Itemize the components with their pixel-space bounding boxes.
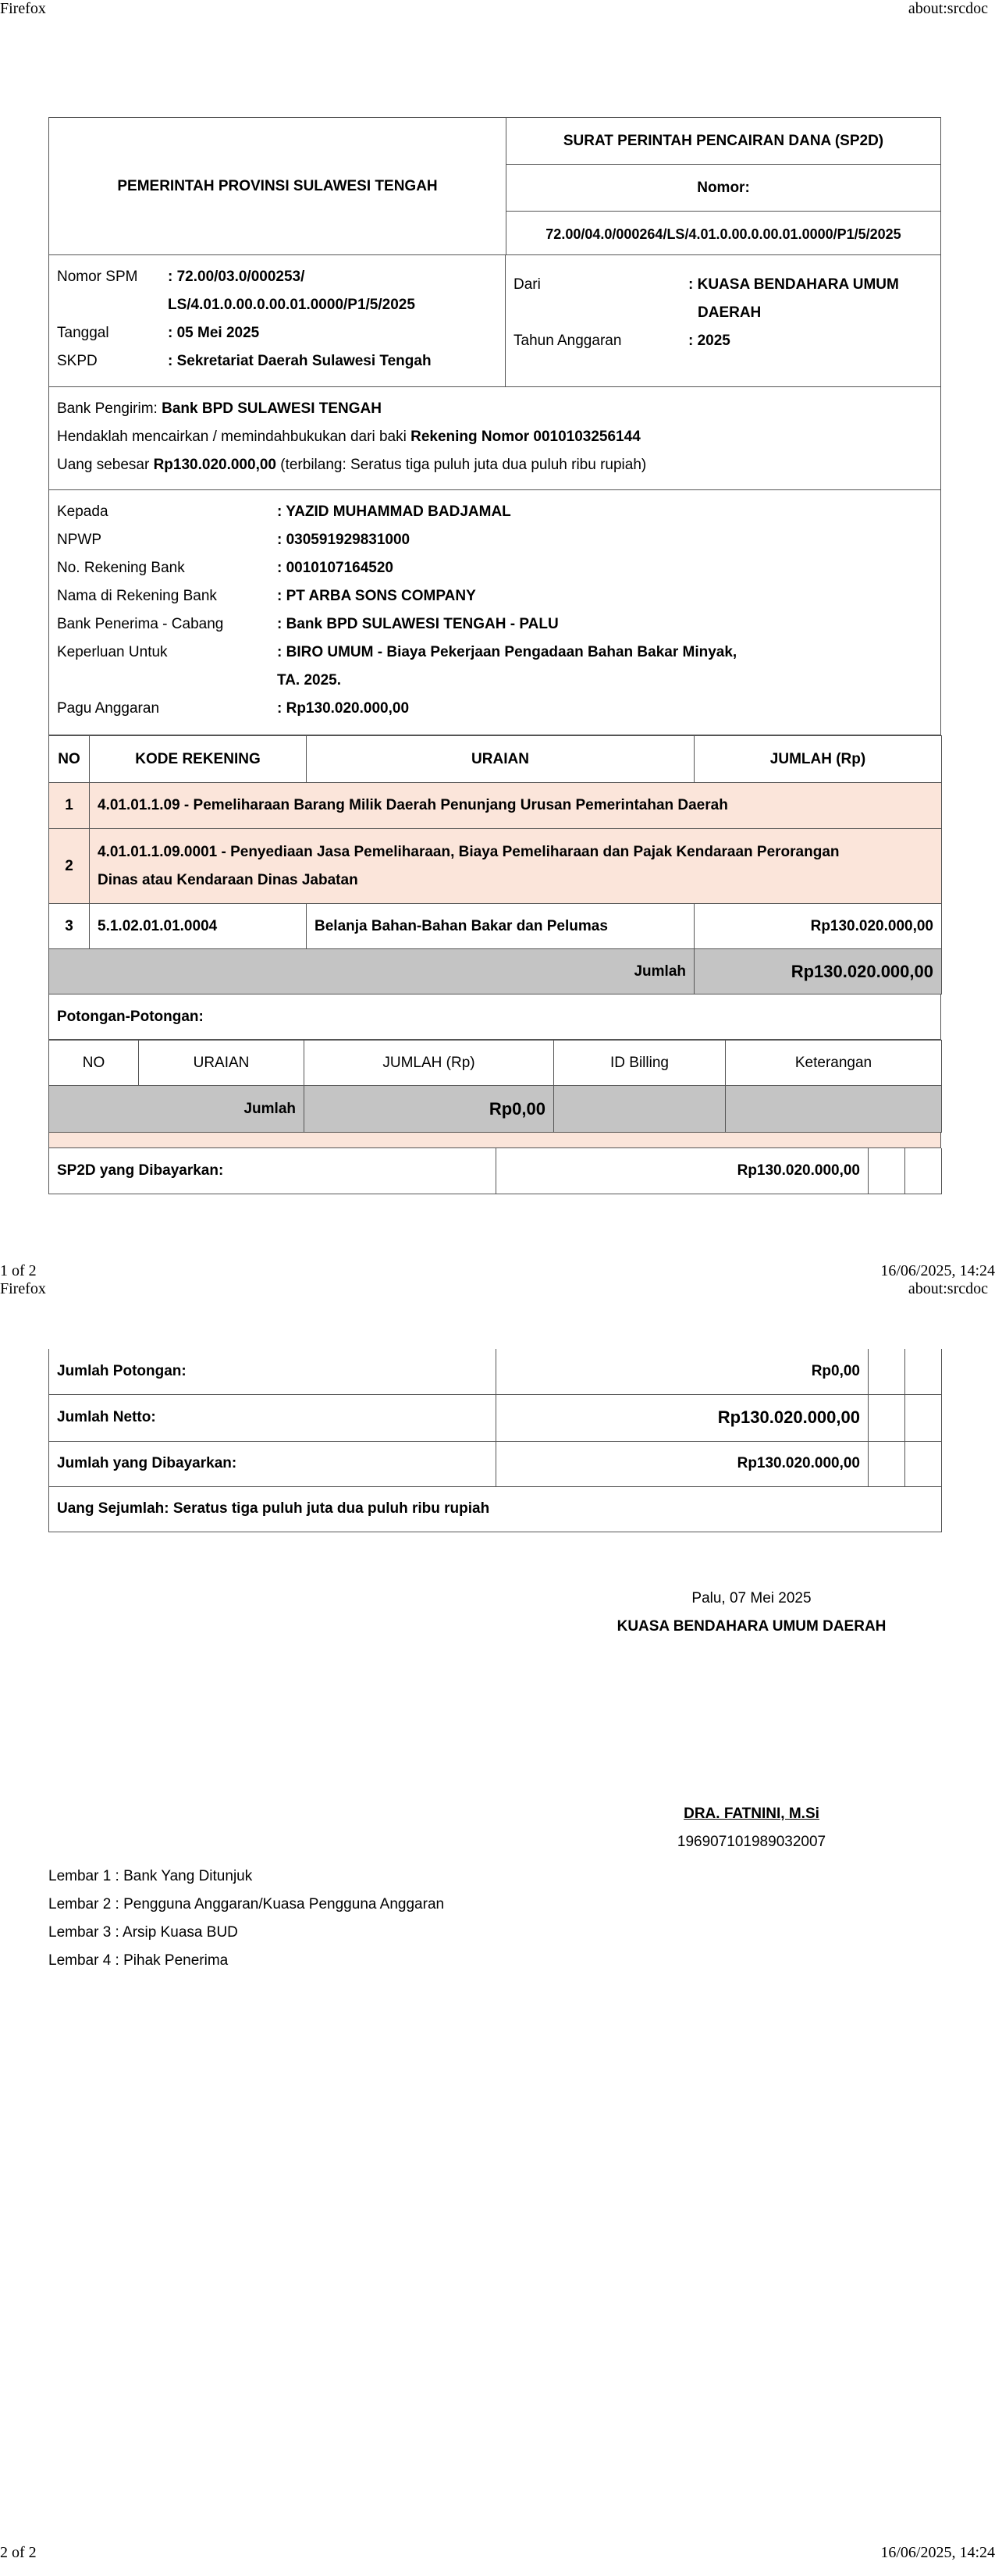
total-value: Rp130.020.000,00	[695, 949, 942, 994]
tanggal-value: : 05 Mei 2025	[168, 325, 260, 341]
government-cell	[49, 118, 506, 254]
recipient-value: : Rp130.020.000,00	[277, 700, 410, 717]
summary-table	[48, 1148, 942, 1194]
column-header: URAIAN	[139, 1041, 304, 1086]
sign-place-date: Palu, 07 Mei 2025	[691, 1590, 812, 1606]
browser-name: Firefox	[0, 0, 46, 17]
spm-right	[506, 255, 940, 386]
table-row	[49, 829, 942, 904]
recipient-label: Keperluan Untuk	[57, 644, 168, 660]
tahun-value: : 2025	[688, 333, 730, 349]
bank-instruction	[48, 387, 941, 490]
table-header-row	[49, 736, 942, 783]
print-timestamp: 16/06/2025, 14:24	[880, 2544, 995, 2561]
document-title: SURAT PERINTAH PENCAIRAN DANA (SP2D)	[506, 118, 940, 165]
row-number: 1	[49, 783, 90, 829]
rekening-program: 4.01.01.1.09 - Pemeliharaan Barang Milik Daerah Penunjang Urusan Pemerintahan Daerah	[90, 783, 942, 829]
lembar-item: Lembar 4 : Pihak Penerima	[48, 1952, 229, 1969]
government-name: PEMERINTAH PROVINSI SULAWESI TENGAH	[117, 177, 438, 194]
total-label: Jumlah	[49, 1086, 304, 1133]
browser-name: Firefox	[0, 1280, 46, 1297]
lembar-item: Lembar 1 : Bank Yang Ditunjuk	[48, 1868, 253, 1884]
browser-url: about:srcdoc	[908, 0, 988, 17]
tanggal-label: Tanggal	[57, 325, 109, 341]
summary-table	[48, 1349, 942, 1532]
recipient-label	[57, 667, 277, 695]
total-row	[49, 949, 942, 994]
recipient-value: : Bank BPD SULAWESI TENGAH - PALU	[277, 616, 559, 632]
lembar-item: Lembar 3 : Arsip Kuasa BUD	[48, 1924, 238, 1941]
browser-url: about:srcdoc	[908, 1280, 988, 1297]
skpd-label: SKPD	[57, 353, 98, 369]
column-header: JUMLAH (Rp)	[304, 1041, 554, 1086]
recipient-label: Bank Penerima - Cabang	[57, 616, 224, 632]
dari-value: : KUASA BENDAHARA UMUM	[688, 276, 899, 293]
table-header-row	[49, 1041, 942, 1086]
table-row	[49, 904, 942, 949]
sign-name: DRA. FATNINI, M.Si	[684, 1806, 819, 1822]
sp2d-label: SP2D yang Dibayarkan:	[49, 1148, 496, 1194]
sign-position: KUASA BENDAHARA UMUM DAERAH	[617, 1618, 887, 1635]
spm-left	[49, 255, 506, 386]
column-header: JUMLAH (Rp)	[695, 736, 942, 783]
column-header: KODE REKENING	[90, 736, 307, 783]
kode-rekening: 5.1.02.01.01.0004	[90, 904, 307, 949]
uraian: Belanja Bahan-Bahan Bakar dan Pelumas	[307, 904, 695, 949]
recipient-label: Nama di Rekening Bank	[57, 588, 217, 604]
dibayarkan-value: Rp130.020.000,00	[496, 1441, 869, 1486]
potongan-total-label: Jumlah Potongan:	[49, 1349, 496, 1394]
netto-value: Rp130.020.000,00	[496, 1394, 869, 1441]
recipient-label: Pagu Anggaran	[57, 700, 160, 717]
spm-info	[48, 255, 941, 387]
nomor-spm-label: Nomor SPM	[57, 269, 138, 285]
summary-row	[49, 1394, 942, 1441]
column-header: NO	[49, 1041, 139, 1086]
nomor-spm-value-cont: LS/4.01.0.00.0.00.01.0000/P1/5/2025	[168, 297, 415, 313]
recipient-value: : 030591929831000	[277, 532, 410, 548]
amount-value: Rp130.020.000,00	[153, 457, 276, 473]
column-header: NO	[49, 736, 90, 783]
rekening-kegiatan	[90, 829, 942, 904]
bank-pengirim-label: Bank Pengirim:	[57, 400, 162, 417]
recipient-value: : 0010107164520	[277, 560, 393, 576]
column-header: URAIAN	[307, 736, 695, 783]
page-number: 2 of 2	[0, 2544, 37, 2561]
recipient-label: NPWP	[57, 532, 101, 548]
summary-row	[49, 1349, 942, 1394]
instruction-text: Hendaklah mencairkan / memindahbukukan dari baki	[57, 429, 411, 445]
tahun-label: Tahun Anggaran	[513, 333, 622, 349]
row-number: 3	[49, 904, 90, 949]
nomor-label: Nomor:	[506, 165, 940, 212]
lembar-list	[48, 1863, 444, 1975]
rekening-nomor: Rekening Nomor 0010103256144	[410, 429, 641, 445]
recipient-value: : YAZID MUHAMMAD BADJAMAL	[277, 503, 511, 520]
signature-block	[564, 1585, 939, 1856]
nomor-spm-value: : 72.00/03.0/000253/	[168, 269, 305, 285]
lembar-item: Lembar 2 : Pengguna Anggaran/Kuasa Pengguna Anggaran	[48, 1896, 445, 1912]
dibayarkan-label: Jumlah yang Dibayarkan:	[49, 1441, 496, 1486]
page-number: 1 of 2	[0, 1262, 37, 1279]
summary-row	[49, 1148, 942, 1194]
nomor-value: 72.00/04.0/000264/LS/4.01.0.00.0.00.01.0000/P1/5/2025	[545, 226, 901, 242]
summary-row	[49, 1486, 942, 1532]
sp2d-document	[48, 117, 941, 1194]
column-header: Keterangan	[726, 1041, 942, 1086]
bank-pengirim-value: Bank BPD SULAWESI TENGAH	[162, 400, 382, 417]
rekening-kegiatan-line: Dinas atau Kendaraan Dinas Jabatan	[98, 871, 358, 888]
row-number: 2	[49, 829, 90, 904]
total-label: Jumlah	[49, 949, 695, 994]
skpd-value: : Sekretariat Daerah Sulawesi Tengah	[168, 353, 432, 369]
total-value: Rp0,00	[304, 1086, 554, 1133]
potongan-title: Potongan-Potongan:	[48, 994, 941, 1040]
uang-sejumlah: Uang Sejumlah: Seratus tiga puluh juta dua puluh ribu rupiah	[49, 1486, 942, 1532]
recipient-label: No. Rekening Bank	[57, 560, 185, 576]
recipient-label: Kepada	[57, 503, 108, 520]
jumlah: Rp130.020.000,00	[695, 904, 942, 949]
title-cell	[506, 118, 940, 254]
dari-value-cont: DAERAH	[698, 304, 762, 321]
table-row	[49, 783, 942, 829]
recipient-value: TA. 2025.	[277, 672, 342, 688]
sp2d-value: Rp130.020.000,00	[496, 1148, 869, 1194]
print-timestamp: 16/06/2025, 14:24	[880, 1262, 995, 1279]
recipient-info	[48, 490, 941, 735]
spacer-band	[48, 1133, 941, 1148]
document-header	[48, 117, 941, 255]
amount-prefix: Uang sebesar	[57, 457, 154, 473]
rekening-kegiatan-line: 4.01.01.1.09.0001 - Penyediaan Jasa Pemeliharaan, Biaya Pemeliharaan dan Pajak Kendaraan Perorangan	[98, 843, 840, 860]
rekening-table	[48, 735, 942, 994]
summary-row	[49, 1441, 942, 1486]
sp2d-document-continued	[48, 1349, 941, 1532]
column-header: ID Billing	[554, 1041, 726, 1086]
sign-nip: 196907101989032007	[677, 1834, 826, 1850]
potongan-total-value: Rp0,00	[496, 1349, 869, 1394]
recipient-value: : PT ARBA SONS COMPANY	[277, 588, 476, 604]
total-row	[49, 1086, 942, 1133]
netto-label: Jumlah Netto:	[49, 1394, 496, 1441]
recipient-value: : BIRO UMUM - Biaya Pekerjaan Pengadaan Bahan Bakar Minyak,	[277, 644, 737, 660]
dari-label: Dari	[513, 276, 541, 293]
potongan-table	[48, 1040, 942, 1133]
amount-terbilang: (terbilang: Seratus tiga puluh juta dua puluh ribu rupiah)	[275, 457, 647, 473]
